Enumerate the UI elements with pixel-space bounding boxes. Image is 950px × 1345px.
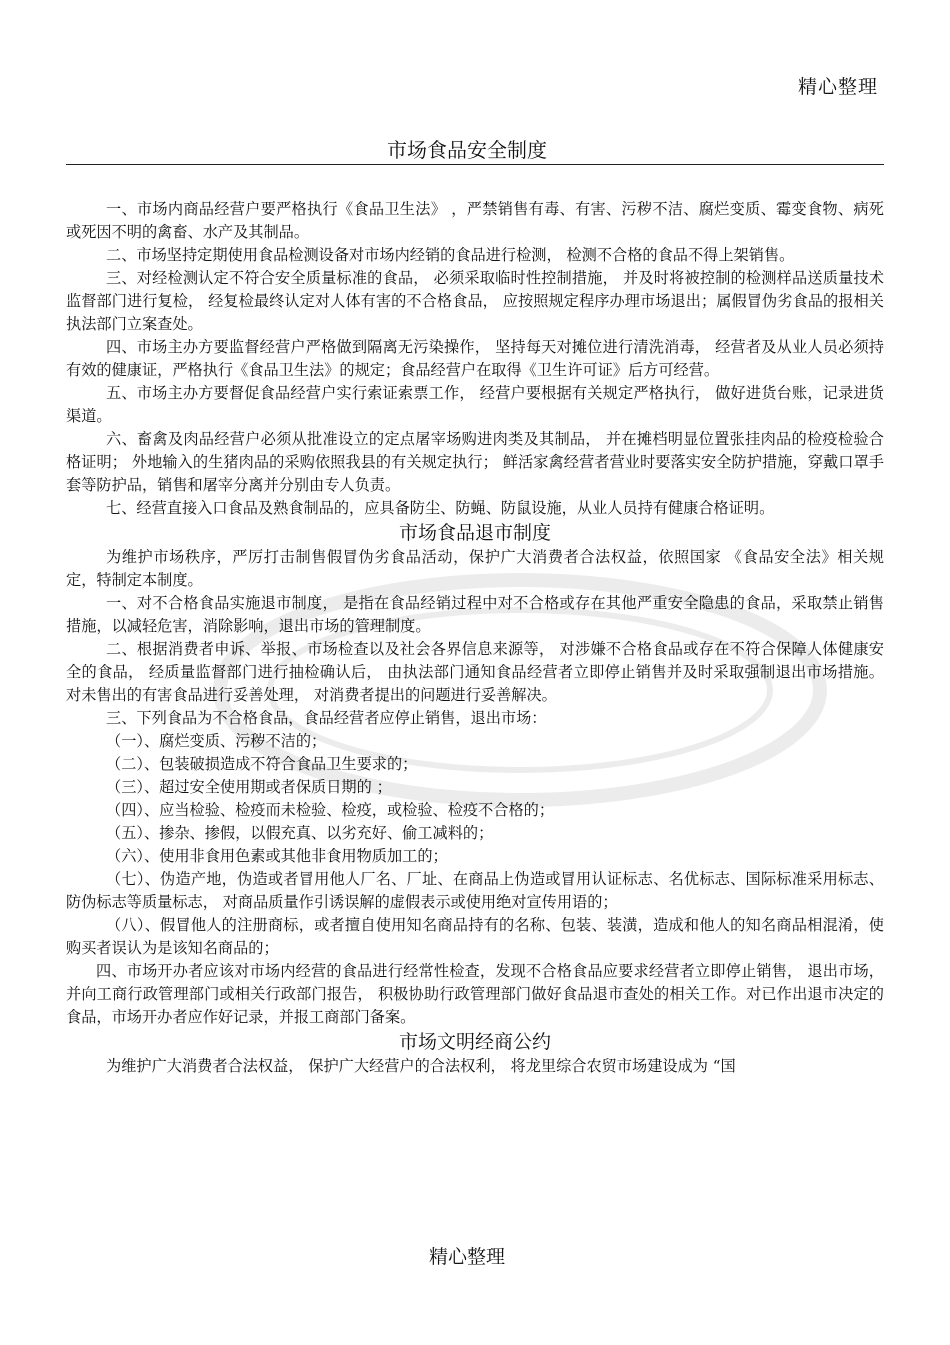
list-item: （二）、包装破损造成不符合食品卫生要求的； bbox=[106, 755, 418, 773]
paragraph: 六、畜禽及肉品经营户必须从批准设立的定点屠宰场购进肉类及其制品， 并在摊档明显位置张挂肉品的检疫检验合格证明； 外地输入的生猪肉品的采购依照我县的有关规定执行； 鲜活家禽经营者营业时要落实安全防护措施，穿戴口罩手套等防护品，销售和屠宰分离并分别由专人负责。 bbox=[66, 430, 884, 494]
list-item: （三）、超过安全使用期或者保质日期的 ； bbox=[106, 778, 392, 796]
paragraph: 三、下列食品为不合格食品，食品经营者应停止销售，退出市场： bbox=[106, 709, 547, 727]
paragraph: 三、对经检测认定不符合安全质量标准的食品， 必须采取临时性控制措施， 并及时将被控制的检测样品送质量技术监督部门进行复检， 经复检最终认定对人体有害的不合格食品， 应按照规定程序办理市场退出；属假冒伪劣食品的报相关执法部门立案查处。 bbox=[66, 269, 884, 333]
list-item: （八）、假冒他人的注册商标，或者擅自使用知名商品持有的名称、包装、装潢，造成和他人的知名商品相混淆，使购买者误认为是该知名商品的； bbox=[66, 916, 884, 957]
list-item: （四）、应当检验、检疫而未检验、检疫，或检验、检疫不合格的； bbox=[106, 801, 555, 819]
section-title-recall: 市场食品退市制度 bbox=[398, 522, 551, 544]
list-item: （六）、使用非食用色素或其他非食用物质加工的； bbox=[106, 847, 448, 865]
paragraph: 七、经营直接入口食品及熟食制品的，应具备防尘、防蝇、防鼠设施，从业人员持有健康合格证明。 bbox=[106, 499, 775, 517]
paragraph: 一、市场内商品经营户要严格执行《食品卫生法》 ，严禁销售有毒、有害、污秽不洁、腐烂变质、霉变食物、病死或死因不明的禽畜、水产及其制品。 bbox=[66, 200, 884, 241]
paragraph: 四、市场主办方要监督经营户严格做到隔离无污染操作， 坚持每天对摊位进行清洗消毒， 经营者及从业人员必须持有效的健康证，严格执行《食品卫生法》的规定；食品经营户在取得《卫生许可证》后方可经营。 bbox=[66, 338, 884, 379]
paragraph: 为维护市场秩序，严厉打击制售假冒伪劣食品活动，保护广大消费者合法权益，依照国家 《食品安全法》相关规定，特制定本制度。 bbox=[66, 548, 884, 589]
paragraph: 四、市场开办者应该对市场内经营的食品进行经常性检查，发现不合格食品应要求经营者立即停止销售， 退出市场， 并向工商行政管理部门或相关行政部门报告， 积极协助行政管理部门做好食品退市查处的相关工作。对已作出退市决定的食品，市场开办者应作好记录，并报工商部门备案。 bbox=[66, 962, 884, 1026]
section-title-civil-business: 市场文明经商公约 bbox=[398, 1031, 551, 1053]
section-title-food-safety: 市场食品安全制度 bbox=[387, 138, 547, 162]
list-item: （一）、腐烂变质、污秽不洁的； bbox=[106, 732, 327, 750]
paragraph: 五、市场主办方要督促食品经营户实行索证索票工作， 经营户要根据有关规定严格执行， 做好进货台账，记录进货渠道。 bbox=[66, 384, 884, 425]
header-label: 精心整理 bbox=[797, 76, 878, 98]
paragraph: 一、对不合格食品实施退市制度， 是指在食品经销过程中对不合格或存在其他严重安全隐患的食品，采取禁止销售措施，以减轻危害，消除影响，退出市场的管理制度。 bbox=[66, 594, 884, 635]
title-divider bbox=[66, 164, 884, 165]
document-body bbox=[66, 198, 884, 1078]
paragraph: 二、根据消费者申诉、举报、市场检查以及社会各界信息来源等， 对涉嫌不合格食品或存在不符合保障人体健康安全的食品， 经质量监督部门进行抽检确认后， 由执法部门通知食品经营者立即停止销售并及时采取强制退出市场措施。 对未售出的有害食品进行妥善处理， 对消费者提出的问题进行妥善解决。 bbox=[66, 640, 884, 704]
list-item: （五）、掺杂、掺假，以假充真、以劣充好、偷工减料的； bbox=[106, 824, 494, 842]
paragraph: 二、市场坚持定期使用食品检测设备对市场内经销的食品进行检测， 检测不合格的食品不得上架销售。 bbox=[106, 246, 795, 264]
list-item: （七）、伪造产地，伪造或者冒用他人厂名、厂址、在商品上伪造或冒用认证标志、名优标志、国际标准采用标志、 防伪标志等质量标志， 对商品质量作引诱误解的虚假表示或使用绝对宣传用语的； bbox=[66, 870, 884, 911]
paragraph: 为维护广大消费者合法权益， 保护广大经营户的合法权利， 将龙里综合农贸市场建设成为 “国 bbox=[106, 1057, 736, 1075]
footer-label: 精心整理 bbox=[428, 1246, 505, 1268]
